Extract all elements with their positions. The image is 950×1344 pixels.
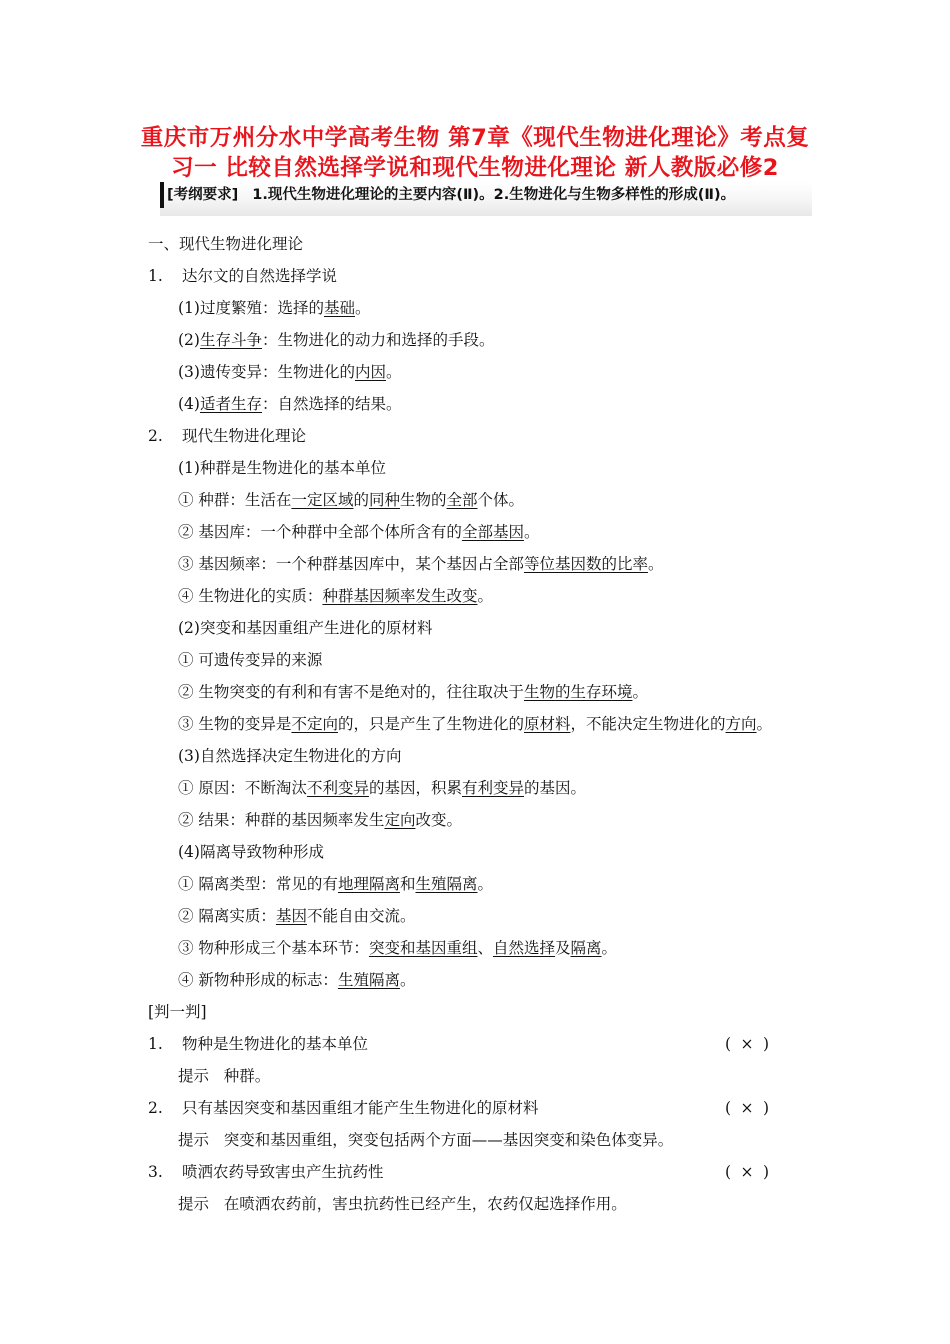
darwin-item-2: (2)生存斗争：生物进化的动力和选择的手段。 xyxy=(178,331,495,349)
judge-mark-1: ( × ) xyxy=(724,1035,770,1053)
modern-p1-b: ② 基因库：一个种群中全部个体所含有的全部基因。 xyxy=(178,523,540,541)
exam-requirement-banner xyxy=(160,182,812,216)
darwin-item-4: (4)适者生存：自然选择的结果。 xyxy=(178,395,402,413)
modern-p4-d: ④ 新物种形成的标志：生殖隔离。 xyxy=(178,971,416,989)
modern-heading: 2. 现代生物进化理论 xyxy=(148,427,307,445)
darwin-item-1: (1)过度繁殖：选择的基础。 xyxy=(178,299,371,317)
document-title-line-1: 重庆市万州分水中学高考生物 第7章《现代生物进化理论》考点复 xyxy=(140,125,810,151)
modern-p3-heading: (3)自然选择决定生物进化的方向 xyxy=(178,747,402,765)
modern-p3-b: ② 结果：种群的基因频率发生定向改变。 xyxy=(178,811,462,829)
judge-item-3: 3. 喷洒农药导致害虫产生抗药性 xyxy=(148,1163,384,1181)
judge-hint-1: 提示 种群。 xyxy=(178,1067,271,1085)
modern-p4-c: ③ 物种形成三个基本环节：突变和基因重组、自然选择及隔离。 xyxy=(178,939,618,957)
modern-p2-a: ① 可遗传变异的来源 xyxy=(178,651,323,669)
judge-hint-3: 提示 在喷洒农药前，害虫抗药性已经产生，农药仅起选择作用。 xyxy=(178,1195,627,1213)
modern-p1-d: ④ 生物进化的实质：种群基因频率发生改变。 xyxy=(178,587,493,605)
requirement-tag: [考纲要求] xyxy=(160,182,238,208)
judge-mark-2: ( × ) xyxy=(724,1099,770,1117)
modern-p4-b: ② 隔离实质：基因不能自由交流。 xyxy=(178,907,416,925)
section-heading: 一、现代生物进化理论 xyxy=(148,235,304,253)
modern-p1-c: ③ 基因频率：一个种群基因库中，某个基因占全部等位基因数的比率。 xyxy=(178,555,664,573)
judge-heading: [判一判] xyxy=(148,1003,207,1021)
modern-p4-heading: (4)隔离导致物种形成 xyxy=(178,843,324,861)
document-title-line-2: 习一 比较自然选择学说和现代生物进化理论 新人教版必修2 xyxy=(171,155,779,181)
darwin-item-3: (3)遗传变异：生物进化的内因。 xyxy=(178,363,402,381)
modern-p1-a: ① 种群：生活在一定区域的同种生物的全部个体。 xyxy=(178,491,525,509)
modern-p2-heading: (2)突变和基因重组产生进化的原材料 xyxy=(178,619,433,637)
judge-item-2: 2. 只有基因突变和基因重组才能产生生物进化的原材料 xyxy=(148,1099,539,1117)
modern-p1-heading: (1)种群是生物进化的基本单位 xyxy=(178,459,386,477)
modern-p2-c: ③ 生物的变异是不定向的，只是产生了生物进化的原材料，不能决定生物进化的方向。 xyxy=(178,715,773,733)
judge-hint-2: 提示 突变和基因重组，突变包括两个方面——基因突变和染色体变异。 xyxy=(178,1131,674,1149)
darwin-heading: 1. 达尔文的自然选择学说 xyxy=(148,267,338,285)
modern-p4-a: ① 隔离类型：常见的有地理隔离和生殖隔离。 xyxy=(178,875,493,893)
modern-p3-a: ① 原因：不断淘汰不利变异的基因，积累有利变异的基因。 xyxy=(178,779,586,797)
judge-mark-3: ( × ) xyxy=(724,1163,770,1181)
modern-p2-b: ② 生物突变的有利和有害不是绝对的，往往取决于生物的生存环境。 xyxy=(178,683,648,701)
requirement-text: 1.现代生物进化理论的主要内容(Ⅱ)。2.生物进化与生物多样性的形成(Ⅱ)。 xyxy=(252,187,736,203)
judge-item-1: 1. 物种是生物进化的基本单位 xyxy=(148,1035,369,1053)
